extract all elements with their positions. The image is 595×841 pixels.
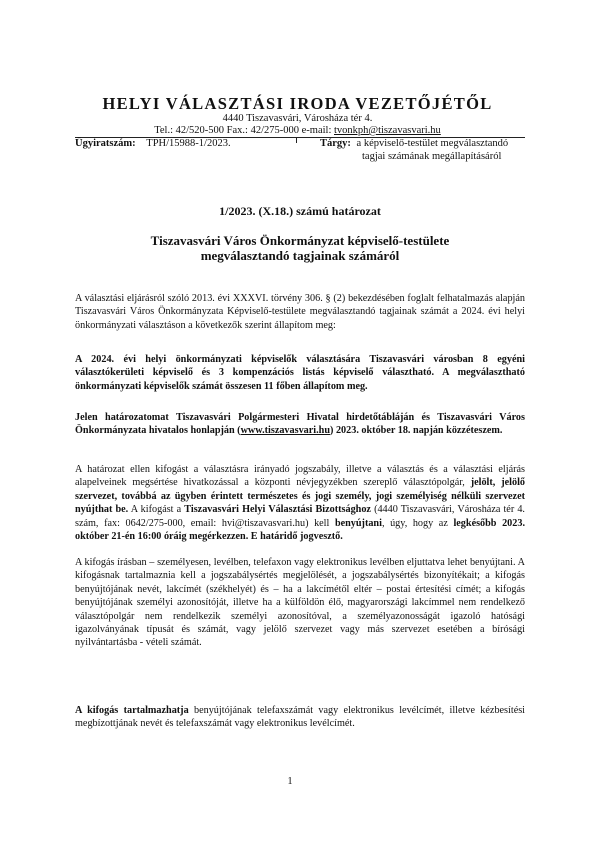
publication-text-1: Jelen határozatomat Tiszavasvári Polgármesteri Hivatal hirdetőtábláján és Tiszavasvári Város Önkormányzata hivatalos honlapján (	[75, 412, 525, 437]
optional-text-2: benyújtójának telefaxszámát vagy elektronikus levélcímét, illetve kézbesítési megbízottjának nevét és telefaxszámát vagy elektronikus levélcímét.	[75, 705, 526, 730]
header-vertical-divider	[296, 137, 297, 143]
objection-text-2: jelölt, jelölő szervezet, továbbá az ügyben érintett természetes és jogi személy, jogi személyiség nélküli szervezet nyújthat be.	[75, 477, 525, 516]
optional-text-1: A kifogás tartalmazhatja	[75, 705, 189, 716]
office-address: 4440 Tiszavasvári, Városháza tér 4.	[222, 113, 373, 124]
paragraph-intro: A választási eljárásról szóló 2013. évi XXXVI. törvény 306. § (2) bekezdésében foglalt felhatalmazás alapján Tiszavasvári Város Önkormányzata Képviselő-testülete megválasztandó tagjainak számát a 2024. évi helyi önkormányzati választáson a következők szerint állapítom meg:	[75, 293, 525, 331]
subject	[320, 138, 508, 163]
publication-text-2: ) 2023. október 18. napján közzéteszem.	[330, 425, 503, 437]
objection-text-4: Tiszavasvári Helyi Választási Bizottsághoz	[184, 504, 371, 516]
website-link[interactable]: www.tiszavasvari.hu	[240, 425, 331, 437]
reference-number	[75, 138, 231, 149]
objection-text-6: benyújtani	[334, 517, 382, 529]
decision-number: 1/2023. (X.18.) számú határozat	[219, 204, 381, 218]
email-link[interactable]: tvonkph@tiszavasvari.hu	[334, 125, 441, 136]
objection-deadline: legkésőbb 2023. október 21-én 16:00 óráig megérkezzen. E határidő jogvesztő.	[75, 517, 525, 543]
subject-label: Tárgy:	[320, 138, 351, 149]
ref-value: TPH/15988-1/2023.	[146, 138, 231, 149]
office-title: HELYI VÁLASZTÁSI IRODA VEZETŐJÉTŐL	[102, 94, 493, 113]
objection-text-3: A kifogást a	[128, 504, 185, 516]
objection-text-5: (4440 Tiszavasvári, Városháza tér 4. szám, fax: 0642/275-000, email: hvi@tiszavasvari.hu) kell	[75, 504, 525, 529]
paragraph-publication	[75, 411, 525, 438]
subject-line-1: a képviselő-testület megválasztandó	[356, 138, 509, 149]
subject-line-2: tagjai számának megállapításáról	[362, 150, 502, 162]
ref-label: Ügyiratszám:	[75, 138, 136, 149]
office-contact	[60, 125, 535, 136]
paragraph-objection-content: A kifogás írásban – személyesen, levélben, telefaxon vagy elektronikus levélben eljuttatva lehet benyújtani. A kifogásnak tartalmaznia kell a jogszabálysértés megjelölését, a jogszabálysértés bizonyítékait; a kifogás benyújtójának nevét, lakcímét (székhelyét) és – ha a lakcímétől eltér – postai értesítési címét; a kifogás benyújtójának személyi azonosítóját, illetve ha a külföldön élő, magyarországi lakcímmel nem rendelkező választópolgár nem rendelkezik személyi azonosítóval, a személyazonosságát igazoló hatósági igazolványának típusát és számát, vagy jelölő szervezet vagy más szervezet esetében a bírósági nyilvántartásba - vételi számát.	[75, 557, 525, 649]
paragraph-objection-optional	[75, 704, 525, 731]
page-number: 1	[287, 776, 293, 787]
decision-title-2: megválasztandó tagjainak számáról	[200, 248, 400, 263]
paragraph-decision: A 2024. évi helyi önkormányzati képviselők választására Tiszavasvári városban 8 egyéni választókerületi képviselő és 3 kompenzációs listás képviselő választható. A megválasztható önkormányzati képviselők számát összesen 11 főben állapítom meg.	[75, 354, 525, 392]
paragraph-objection	[75, 463, 525, 543]
objection-text-1: A határozat ellen kifogást a választásra irányadó jogszabály, illetve a választás és a választási eljárás alapelveinek megsértése hivatkozással a központi névjegyzékben szereplő választópolgár,	[75, 464, 525, 489]
decision-title-1: Tiszavasvári Város Önkormányzat képviselő-testülete	[150, 233, 450, 248]
contact-line: Tel.: 42/520-500 Fax.: 42/275-000 e-mail:	[154, 125, 334, 136]
objection-text-7: , úgy, hogy az	[381, 517, 454, 529]
